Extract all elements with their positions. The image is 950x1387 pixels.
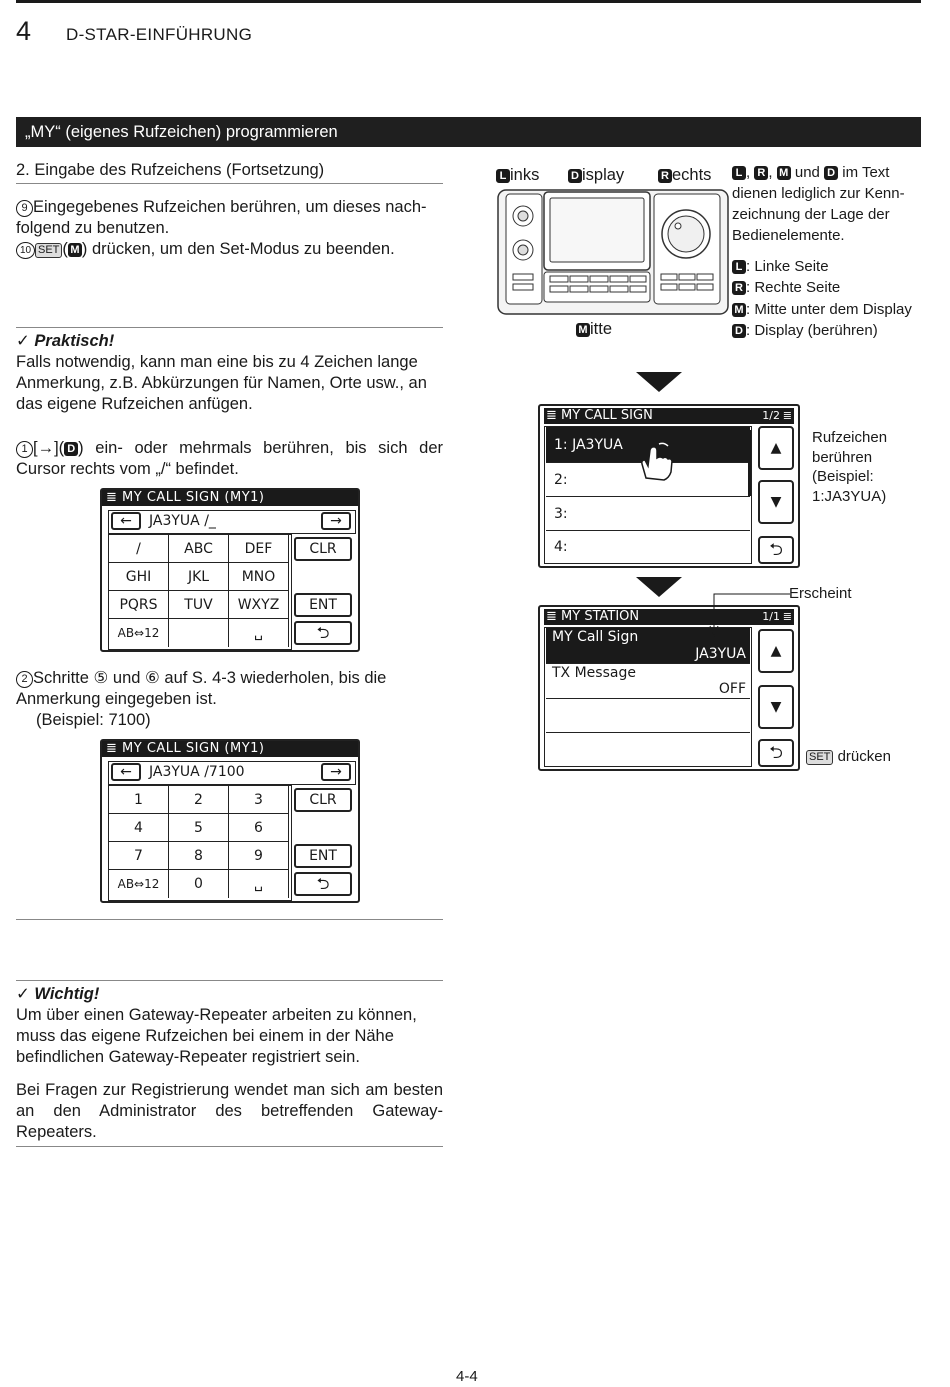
step-text: Eingegebenes Rufzeichen berühren, um dieses nach-folgend zu benutzen. bbox=[16, 198, 427, 237]
key[interactable]: ABC bbox=[169, 535, 229, 563]
scroll-down-button[interactable]: ▼ bbox=[758, 480, 794, 524]
left-arrow-button[interactable]: ← bbox=[111, 512, 141, 530]
section-title: „MY“ (eigenes Rufzeichen) programmieren bbox=[25, 123, 338, 141]
chapter-title: D-STAR-EINFÜHRUNG bbox=[66, 25, 253, 44]
scroll-down-button[interactable]: ▼ bbox=[758, 685, 794, 729]
chapter-number: 4 bbox=[16, 16, 32, 46]
key[interactable]: 2 bbox=[169, 786, 229, 814]
flow-arrow-down-icon bbox=[636, 372, 682, 392]
scroll-up-button[interactable]: ▲ bbox=[758, 426, 794, 470]
key[interactable]: TUV bbox=[169, 591, 229, 619]
step-text: ) drücken, um den Set-Modus zu beenden. bbox=[81, 240, 395, 258]
step-10: 10 SET ( M ) drücken, um den Set-Modus zu beenden. bbox=[16, 239, 443, 260]
key[interactable]: PQRS bbox=[109, 591, 169, 619]
legend-item: L : Linke Seite bbox=[732, 256, 912, 277]
back-button[interactable]: ⮌ bbox=[294, 621, 352, 645]
set-instruction: SET drücken bbox=[806, 748, 891, 765]
screen-title-bar: ≣ MY CALL SIGN 1/2 ≣ bbox=[546, 408, 792, 423]
tip-heading: ✓ Praktisch! bbox=[16, 332, 115, 350]
list-item[interactable]: 2: bbox=[546, 463, 750, 497]
mode-key[interactable]: AB⇔12 bbox=[109, 619, 169, 647]
divider bbox=[16, 327, 443, 328]
clr-button[interactable]: CLR bbox=[294, 788, 352, 812]
key[interactable]: 4 bbox=[109, 814, 169, 842]
set-key-icon: SET bbox=[35, 243, 62, 258]
label-mitte: M itte bbox=[576, 319, 612, 340]
screen-title: ≣ MY CALL SIGN (MY1) bbox=[102, 741, 358, 757]
key[interactable]: 3 bbox=[229, 786, 289, 814]
ent-button[interactable]: ENT bbox=[294, 844, 352, 868]
key-grid bbox=[108, 534, 292, 650]
input-value: JA3YUA /_ bbox=[149, 513, 216, 529]
key[interactable]: JKL bbox=[169, 563, 229, 591]
important-text-1: Um über einen Gateway-Repeater arbeiten zu können, muss das eigene Rufzeichen bei einem in der Nähe befindlichen Gateway-Repeater registriert sein. bbox=[16, 1006, 417, 1066]
scrollbar[interactable] bbox=[748, 430, 751, 496]
scroll-up-button[interactable]: ▲ bbox=[758, 629, 794, 673]
callout-arrow-icon bbox=[706, 588, 790, 640]
step-9 bbox=[16, 197, 443, 239]
key[interactable]: 6 bbox=[229, 814, 289, 842]
mode-key[interactable]: AB⇔12 bbox=[109, 870, 169, 898]
divider bbox=[16, 919, 443, 920]
step-heading: 2. Eingabe des Rufzeichens (Fortsetzung) bbox=[16, 161, 325, 179]
legend-item: M : Mitte unter dem Display bbox=[732, 299, 912, 320]
input-value: JA3YUA /7100 bbox=[149, 764, 245, 780]
section-title-bar bbox=[16, 117, 921, 147]
legend-item: R : Rechte Seite bbox=[732, 277, 912, 298]
divider bbox=[16, 980, 443, 981]
key[interactable]: / bbox=[109, 535, 169, 563]
tip-text: Falls notwendig, kann man eine bis zu 4 Zeichen lange Anmerkung, z.B. Abkürzungen für Namen, Orte usw., an das eigene Rufzeichen anfügen. bbox=[16, 353, 427, 413]
list-item-my-call-sign[interactable]: MY Call Sign JA3YUA bbox=[546, 628, 750, 664]
arrow-key-text: [→]( bbox=[33, 439, 65, 457]
label-display: D isplay bbox=[568, 165, 624, 186]
key[interactable]: 1 bbox=[109, 786, 169, 814]
important-label: Wichtig! bbox=[34, 985, 100, 1003]
keypad-screen-1 bbox=[100, 488, 360, 652]
important-text-2: Bei Fragen zur Registrierung wendet man sich am besten an den Administrator des betreffenden Gateway-Repeaters. bbox=[16, 1081, 443, 1141]
list-item[interactable] bbox=[546, 733, 750, 767]
substep-2 bbox=[16, 668, 443, 710]
tip-label: Praktisch! bbox=[34, 332, 115, 350]
callsign-input[interactable] bbox=[108, 510, 356, 534]
clr-button[interactable]: CLR bbox=[294, 537, 352, 561]
back-button[interactable]: ⮌ bbox=[294, 872, 352, 896]
key[interactable]: 9 bbox=[229, 842, 289, 870]
key[interactable]: 5 bbox=[169, 814, 229, 842]
step-text: ) ein- oder mehrmals berühren, bis sich der Cursor rechts vom „/“ befindet. bbox=[16, 439, 443, 478]
r-key-icon: R bbox=[658, 169, 672, 183]
set-key-icon: SET bbox=[806, 750, 833, 765]
m-key-icon: M bbox=[68, 243, 82, 257]
step-number: 1 bbox=[16, 441, 33, 458]
my-call-sign-screen bbox=[538, 404, 800, 568]
label-links: L inks bbox=[496, 165, 539, 186]
key[interactable]: WXYZ bbox=[229, 591, 289, 619]
space-key[interactable]: ␣ bbox=[229, 619, 289, 647]
screen-title: ≣ MY CALL SIGN (MY1) bbox=[102, 490, 358, 506]
divider bbox=[16, 1146, 443, 1147]
page-number: 4-4 bbox=[456, 1368, 478, 1385]
radio-front-panel-illustration bbox=[496, 188, 730, 318]
list-item[interactable]: 3: bbox=[546, 497, 750, 531]
l-key-icon: L bbox=[496, 169, 510, 183]
ent-button[interactable]: ENT bbox=[294, 593, 352, 617]
flow-arrow-down-icon bbox=[636, 577, 682, 597]
key[interactable]: 7 bbox=[109, 842, 169, 870]
m-key-icon: M bbox=[777, 166, 791, 180]
substep-1 bbox=[16, 438, 443, 480]
screen-title-bar: ≣ MY STATION 1/1 ≣ bbox=[546, 609, 792, 624]
top-rule bbox=[16, 0, 921, 3]
d-key-icon: D bbox=[568, 169, 582, 183]
menu-icon: ≣ bbox=[782, 409, 792, 422]
legend-list bbox=[732, 256, 912, 341]
finger-touch-icon bbox=[638, 442, 678, 482]
list-item[interactable] bbox=[546, 699, 750, 733]
legend-item: D : Display (berühren) bbox=[732, 320, 912, 341]
substep-2-example: (Beispiel: 7100) bbox=[36, 711, 151, 729]
legend-intro: L , R , M und D im Text dienen lediglich zur Kenn-zeichnung der Lage der Bedienelemente. bbox=[732, 164, 905, 244]
key[interactable] bbox=[169, 619, 229, 647]
page-indicator: 1/1 bbox=[762, 610, 780, 623]
list-item-selected[interactable]: 1: JA3YUA bbox=[546, 427, 750, 463]
l-key-icon: L bbox=[732, 260, 746, 274]
key[interactable]: MNO bbox=[229, 563, 289, 591]
list-item-tx-message[interactable]: TX Message OFF bbox=[546, 664, 750, 699]
l-key-icon: L bbox=[732, 166, 746, 180]
right-arrow-button[interactable]: → bbox=[321, 512, 351, 530]
back-button[interactable]: ⮌ bbox=[758, 739, 794, 767]
d-key-icon: D bbox=[732, 324, 746, 338]
m-key-icon: M bbox=[732, 303, 746, 317]
list-item[interactable]: 4: bbox=[554, 539, 568, 555]
callout-erscheint: Erscheint bbox=[789, 585, 852, 602]
key[interactable]: 8 bbox=[169, 842, 229, 870]
right-arrow-button[interactable]: → bbox=[321, 763, 351, 781]
step-number: 9 bbox=[16, 200, 33, 217]
r-key-icon: R bbox=[732, 281, 746, 295]
step-text: Schritte ⑤ und ⑥ auf S. 4-3 wiederholen, bis die Anmerkung eingegeben ist. bbox=[16, 669, 387, 708]
key[interactable]: 0 bbox=[169, 870, 229, 898]
step-number: 10 bbox=[16, 242, 35, 259]
page-indicator: 1/2 bbox=[762, 409, 780, 422]
label-rechts: R echts bbox=[658, 165, 711, 186]
key-grid bbox=[108, 785, 292, 901]
key[interactable]: GHI bbox=[109, 563, 169, 591]
back-button[interactable]: ⮌ bbox=[758, 536, 794, 564]
key[interactable]: DEF bbox=[229, 535, 289, 563]
space-key[interactable]: ␣ bbox=[229, 870, 289, 898]
d-key-icon: D bbox=[64, 442, 78, 456]
screen1-annotation: Rufzeichen berühren (Beispiel: 1:JA3YUA) bbox=[812, 429, 888, 505]
callsign-input[interactable] bbox=[108, 761, 356, 785]
keypad-screen-2 bbox=[100, 739, 360, 903]
screen-title: MY STATION bbox=[561, 609, 640, 624]
divider bbox=[16, 183, 443, 184]
important-heading: ✓ Wichtig! bbox=[16, 985, 100, 1003]
screen-title: MY CALL SIGN bbox=[561, 408, 653, 423]
step-number: 2 bbox=[16, 671, 33, 688]
r-key-icon: R bbox=[754, 166, 768, 180]
left-arrow-button[interactable]: ← bbox=[111, 763, 141, 781]
m-key-icon: M bbox=[576, 323, 590, 337]
d-key-icon: D bbox=[824, 166, 838, 180]
menu-icon: ≣ bbox=[782, 610, 792, 623]
